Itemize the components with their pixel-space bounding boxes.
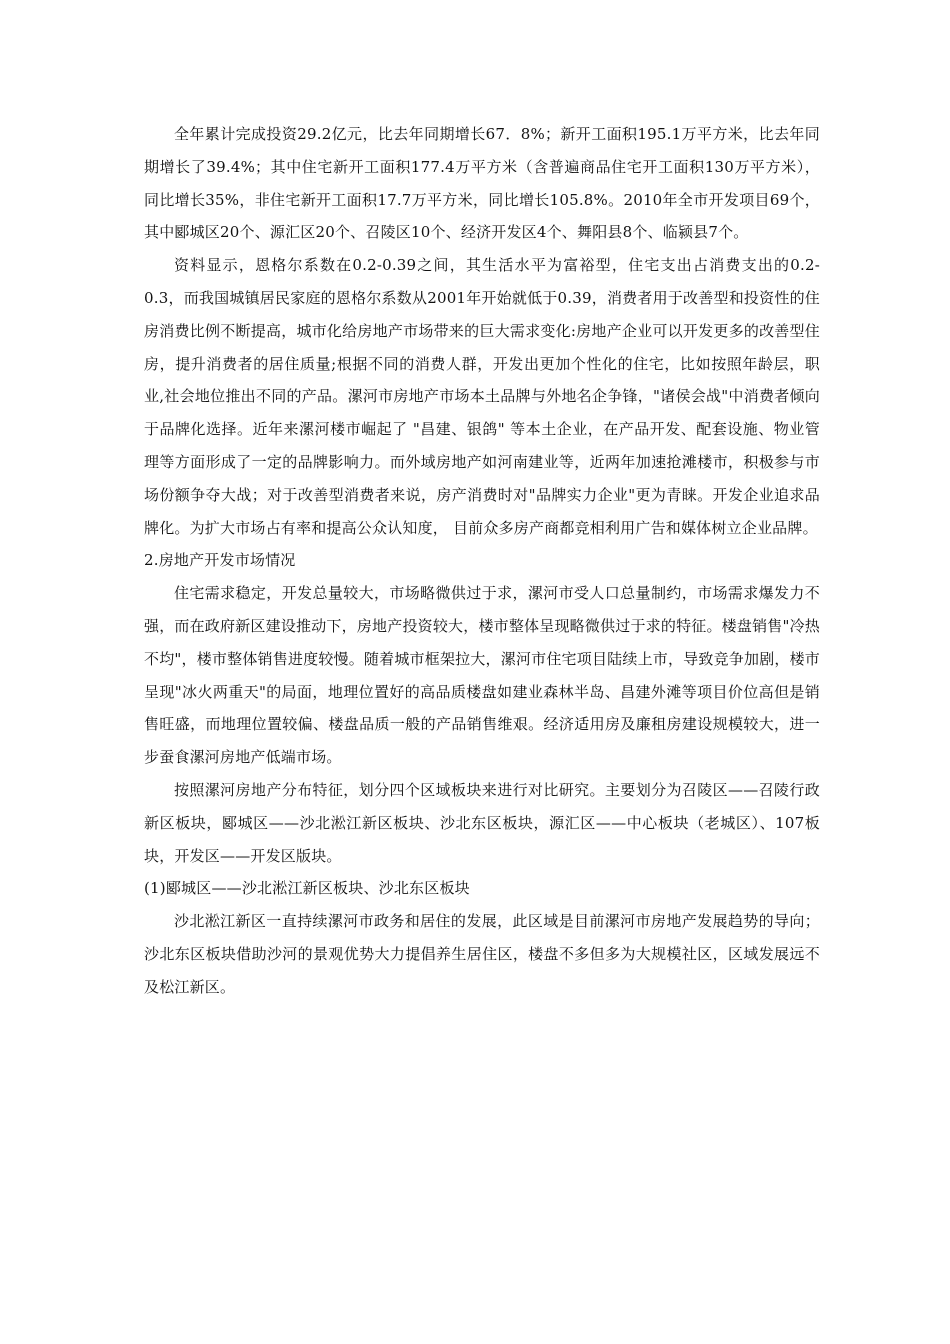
section-heading-development-market: 2.房地产开发市场情况 [144, 551, 296, 570]
document-page [144, 118, 820, 1004]
paragraph-investment-summary: 全年累计完成投资29.2亿元，比去年同期增长67．8%；新开工面积195.1万平方米，比去年同期增长了39.4%；其中住宅新开工面积177.4万平方米（含普遍商品住宅开工面积130万平方米），同比增长35%，非住宅新开工面积17.7万平方米，同比增长105.8%。2010年全市开发项目69个，其中郾城区20个、源汇区20个、召陵区10个、经济开发区4个、舞阳县8个、临颍县7个。 [144, 125, 820, 242]
paragraph-regional-division: 按照漯河房地产分布特征，划分四个区域板块来进行对比研究。主要划分为召陵区——召陵行政新区板块，郾城区——沙北淞江新区板块、沙北东区板块，源汇区——中心板块（老城区）、107板块，开发区——开发区版块。 [144, 780, 820, 865]
paragraph-songjiang-new-district: 沙北淞江新区一直持续漯河市政务和居住的发展，此区域是目前漯河市房地产发展趋势的导向；沙北东区板块借助沙河的景观优势大力提倡养生居住区，楼盘不多但多为大规模社区，区域发展远不及松江新区。 [144, 912, 820, 996]
paragraph-engel-coefficient: 资料显示，恩格尔系数在0.2-0.39之间，其生活水平为富裕型，住宅支出占消费支出的0.2-0.3，而我国城镇居民家庭的恩格尔系数从2001年开始就低于0.39，消费者用于改善型和投资性的住房消费比例不断提高，城市化给房地产市场带来的巨大需求变化:房地产企业可以开发更多的改善型住房，提升消费者的居住质量;根据不同的消费人群，开发出更加个性化的住宅，比如按照年龄层，职业,社会地位推出不同的产品。漯河市房地产市场本土品牌与外地名企争锋，"诸侯会战"中消费者倾向于品牌化选择。近年来漯河楼市崛起了 "昌建、银鸽" 等本土企业，在产品开发、配套设施、物业管理等方面形成了一定的品牌影响力。而外域房地产如河南建业等，近两年加速抢滩楼市，积极参与市场份额争夺大战；对于改善型消费者来说，房产消费时对"品牌实力企业"更为青睐。开发企业追求品牌化。为扩大市场占有率和提高公众认知度， 目前众多房产商都竞相利用广告和媒体树立企业品牌。 [144, 256, 820, 537]
paragraph-housing-demand: 住宅需求稳定，开发总量较大，市场略微供过于求，漯河市受人口总量制约，市场需求爆发力不强，而在政府新区建设推动下，房地产投资较大，楼市整体呈现略微供过于求的特征。楼盘销售"冷热不均"，楼市整体销售进度较慢。随着城市框架拉大，漯河市住宅项目陆续上市，导致竞争加剧，楼市呈现"冰火两重天"的局面，地理位置好的高品质楼盘如建业森林半岛、昌建外滩等项目价位高但是销售旺盛，而地理位置较偏、楼盘品质一般的产品销售维艰。经济适用房及廉租房建设规模较大，进一步蚕食漯河房地产低端市场。 [144, 584, 820, 767]
subsection-heading-yancheng: (1)郾城区——沙北淞江新区板块、沙北东区板块 [144, 879, 470, 898]
